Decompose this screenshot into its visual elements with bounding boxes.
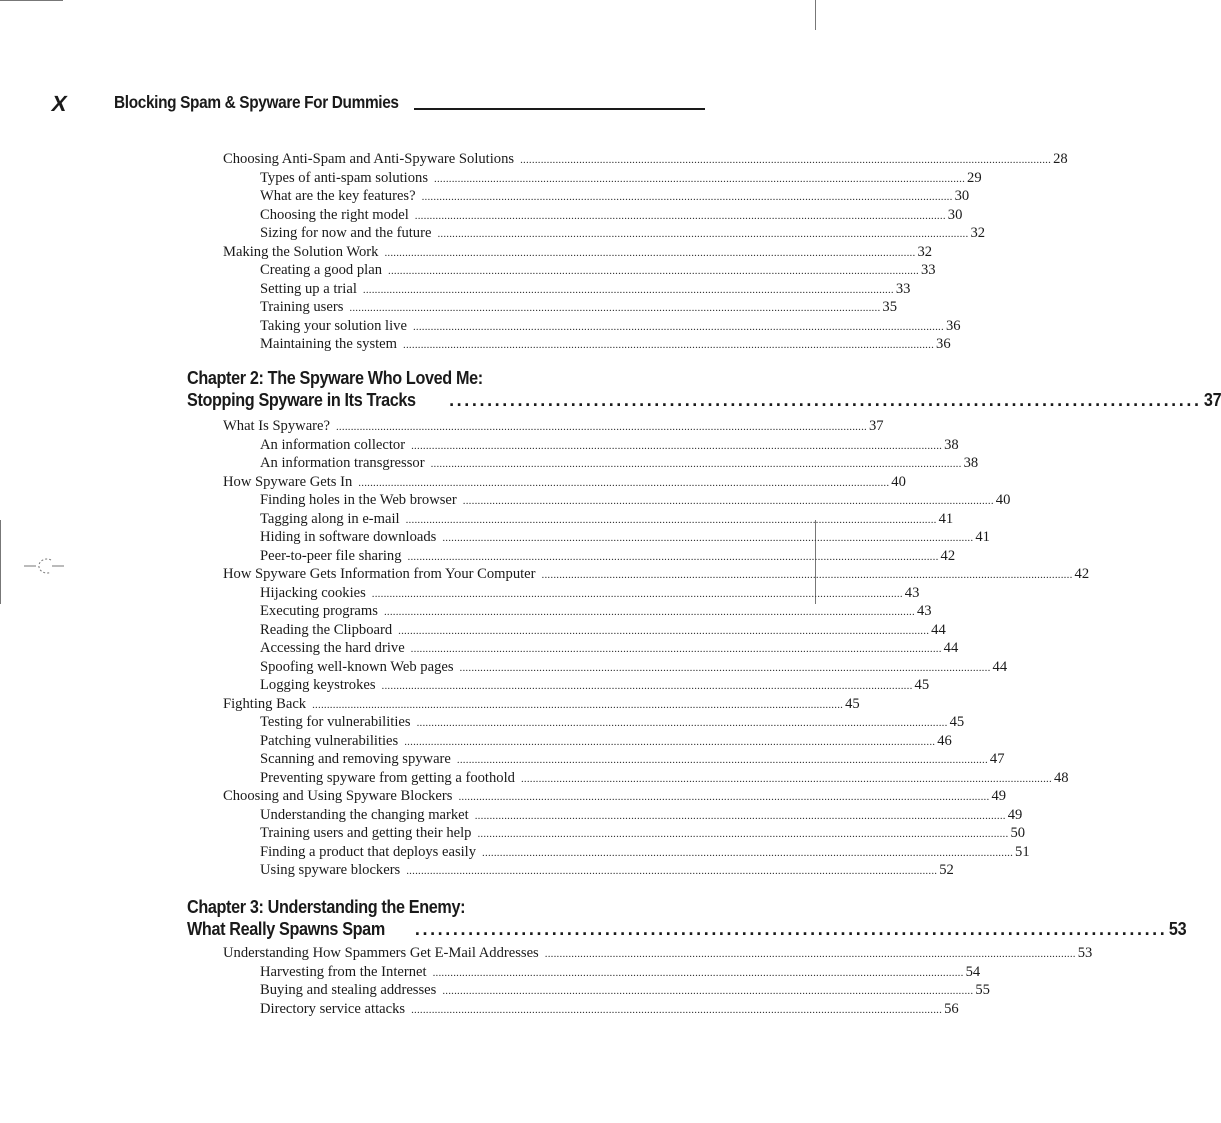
dot-leader: .................................................................................................................................................................................... <box>398 625 930 637</box>
dot-leader: .................................................................................................................................................................................... <box>407 551 939 563</box>
toc-subsection-entry[interactable] <box>260 602 932 620</box>
toc-subsection-entry[interactable] <box>260 676 930 694</box>
entry-page-number: 36 <box>936 336 951 352</box>
entry-page-number: 44 <box>943 640 959 656</box>
toc-subsection-entry[interactable] <box>260 298 897 316</box>
dummies-x-icon: X <box>49 91 70 116</box>
toc-section-entry[interactable] <box>223 565 1090 583</box>
toc-subsection-entry[interactable] <box>260 436 959 454</box>
entry-title: Making the Solution Work <box>223 244 379 260</box>
chapter-page-number: 37 <box>1203 390 1221 410</box>
toc-subsection-entry[interactable] <box>260 621 946 639</box>
entry-title: An information collector <box>260 437 406 453</box>
toc-subsection-entry[interactable] <box>260 335 951 353</box>
entry-title: Preventing spyware from getting a foothold <box>260 770 515 786</box>
toc-subsection-entry[interactable] <box>260 491 1011 509</box>
entry-page-number: 41 <box>975 529 990 545</box>
dot-leader: .................................................................................................................................................................................... <box>474 810 1006 822</box>
entry-page-number: 35 <box>882 299 897 315</box>
dot-leader: .................................................................................................................................................................................... <box>414 210 946 222</box>
toc-section-entry[interactable] <box>223 787 1007 805</box>
dot-leader: .................................................................................................................................................................................... <box>312 699 844 711</box>
dot-leader: .................................................................................................................................................................................... <box>462 495 994 507</box>
toc-subsection-entry[interactable] <box>260 224 986 242</box>
entry-page-number: 42 <box>940 548 956 564</box>
entry-title: What Is Spyware? <box>223 418 330 434</box>
dot-leader: .................................................................................................................................................................................... <box>406 865 938 877</box>
entry-title: Maintaining the system <box>260 336 398 352</box>
entry-page-number: 40 <box>891 474 906 490</box>
chapter-title-line-2: What Really Spawns Spam <box>187 919 385 939</box>
dot-leader: .................................................................................................................................................................................... <box>412 321 944 333</box>
dot-leader: .................................................................................................................................................................................... <box>437 228 969 240</box>
entry-title: Fighting Back <box>223 696 307 712</box>
entry-title: Choosing and Using Spyware Blockers <box>223 788 453 804</box>
entry-title: Creating a good plan <box>260 262 382 278</box>
entry-page-number: 30 <box>954 188 970 204</box>
entry-title: Accessing the hard drive <box>260 640 405 656</box>
entry-title: Taking your solution live <box>260 318 407 334</box>
entry-page-number: 43 <box>904 585 920 601</box>
chapter-title-line-2: Stopping Spyware in Its Tracks <box>187 390 416 410</box>
entry-page-number: 47 <box>989 751 1005 767</box>
dot-leader: .................................................................................................................................................................................... <box>430 458 962 470</box>
entry-page-number: 44 <box>931 622 946 638</box>
entry-title: Sizing for now and the future <box>260 225 432 241</box>
dot-leader: .................................................................................................................................................................................... <box>358 477 890 489</box>
toc-subsection-entry[interactable] <box>260 528 990 546</box>
toc-section-entry[interactable] <box>223 944 1093 962</box>
toc-section-entry[interactable] <box>223 243 933 261</box>
dot-leader: .................................................................................................................................................................................... <box>477 828 1009 840</box>
entry-page-number: 49 <box>991 788 1007 804</box>
dot-leader: .................................................................................................................................................................................... <box>544 948 1076 960</box>
entry-title: Types of anti-spam solutions <box>260 170 429 186</box>
entry-page-number: 33 <box>921 262 936 278</box>
toc-subsection-entry[interactable] <box>260 280 911 298</box>
registration-mark-icon <box>24 556 64 576</box>
entry-page-number: 55 <box>975 982 990 998</box>
dot-leader: .................................................................................................................................................................................... <box>432 967 964 979</box>
toc-section-entry[interactable] <box>223 473 906 491</box>
entry-page-number: 50 <box>1010 825 1026 841</box>
entry-title: What are the key features? <box>260 188 416 204</box>
dot-leader: .................................................................................................................................................................................... <box>456 754 988 766</box>
toc-subsection-entry[interactable] <box>260 713 965 731</box>
running-header-title: Blocking Spam & Spyware For Dummies <box>114 92 399 112</box>
toc-subsection-entry[interactable] <box>260 824 1026 842</box>
dot-leader: .................................................................................................................................................................................... <box>362 284 894 296</box>
dot-leader: .................................................................................................................................................................................... <box>403 339 935 351</box>
entry-page-number: 44 <box>992 659 1008 675</box>
entry-page-number: 42 <box>1074 566 1090 582</box>
dot-leader: .................................................................................................................................................................................... <box>541 569 1073 581</box>
entry-page-number: 38 <box>963 455 979 471</box>
entry-title: Training users and getting their help <box>260 825 472 841</box>
dot-leader: .................................................................................................................................................................................... <box>442 532 974 544</box>
toc-subsection-entry[interactable] <box>260 639 959 657</box>
dot-leader: .................................................................................................................................................................................... <box>384 247 916 259</box>
toc-section-entry[interactable] <box>223 695 860 713</box>
toc-section-entry[interactable] <box>223 150 1068 168</box>
entry-title: How Spyware Gets Information from Your Computer <box>223 566 536 582</box>
toc-subsection-entry[interactable] <box>260 750 1005 768</box>
toc-section-entry[interactable] <box>223 417 884 435</box>
entry-title: Harvesting from the Internet <box>260 964 427 980</box>
entry-title: Peer-to-peer file sharing <box>260 548 402 564</box>
entry-page-number: 36 <box>945 318 961 334</box>
toc-subsection-entry[interactable] <box>260 658 1008 676</box>
dot-leader: ................................................................................................... <box>449 390 1202 410</box>
toc-subsection-entry[interactable] <box>260 843 1030 861</box>
entry-title: Hiding in software downloads <box>260 529 437 545</box>
entry-title: Using spyware blockers <box>260 862 401 878</box>
entry-title: Training users <box>260 299 344 315</box>
dot-leader: .................................................................................................................................................................................... <box>416 717 948 729</box>
entry-page-number: 41 <box>938 511 954 527</box>
dot-leader: .................................................................................................................................................................................... <box>371 588 903 600</box>
dot-leader: .................................................................................................................................................................................... <box>421 191 953 203</box>
entry-title: Understanding the changing market <box>260 807 469 823</box>
entry-page-number: 45 <box>845 696 860 712</box>
dot-leader: .................................................................................................................................................................................... <box>458 791 990 803</box>
dot-leader: .................................................................................................................................................................................... <box>381 680 913 692</box>
entry-page-number: 32 <box>917 244 933 260</box>
chapter-title-line-1: Chapter 3: Understanding the Enemy: <box>187 897 466 917</box>
crop-mark-top-left <box>0 0 63 1</box>
entry-page-number: 52 <box>939 862 954 878</box>
entry-page-number: 53 <box>1077 945 1093 961</box>
entry-title: Buying and stealing addresses <box>260 982 437 998</box>
chapter-3-heading[interactable] <box>187 896 1187 940</box>
toc-subsection-entry[interactable] <box>260 981 990 999</box>
dot-leader: .................................................................................................................................................................................... <box>383 606 915 618</box>
dot-leader: .................................................................................................................................................................................... <box>349 302 881 314</box>
entry-page-number: 49 <box>1007 807 1023 823</box>
dot-leader: .................................................................................................................................................................................... <box>335 421 867 433</box>
entry-page-number: 30 <box>947 207 963 223</box>
entry-page-number: 32 <box>970 225 986 241</box>
entry-page-number: 46 <box>937 733 952 749</box>
entry-title: Reading the Clipboard <box>260 622 393 638</box>
toc-subsection-entry[interactable] <box>260 454 979 472</box>
dot-leader: .................................................................................................................................................................................... <box>411 1004 943 1016</box>
dot-leader: .................................................................................................................................................................................... <box>442 985 974 997</box>
entry-title: Setting up a trial <box>260 281 357 297</box>
entry-title: How Spyware Gets In <box>223 474 353 490</box>
entry-page-number: 45 <box>914 677 930 693</box>
entry-title: Patching vulnerabilities <box>260 733 399 749</box>
entry-title: Understanding How Spammers Get E-Mail Addresses <box>223 945 539 961</box>
entry-title: An information transgressor <box>260 455 425 471</box>
dot-leader: .................................................................................................................................................................................... <box>482 847 1014 859</box>
toc-subsection-entry[interactable] <box>260 963 981 981</box>
entry-title: Choosing the right model <box>260 207 409 223</box>
toc-subsection-entry[interactable] <box>260 317 961 335</box>
entry-page-number: 40 <box>995 492 1011 508</box>
dot-leader: .................................................................................................................................................................................... <box>410 643 942 655</box>
toc-subsection-entry[interactable] <box>260 769 1069 787</box>
toc-subsection-entry[interactable] <box>260 1000 959 1018</box>
entry-title: Spoofing well-known Web pages <box>260 659 454 675</box>
entry-title: Testing for vulnerabilities <box>260 714 411 730</box>
toc-subsection-entry[interactable] <box>260 261 936 279</box>
entry-page-number: 51 <box>1015 844 1030 860</box>
entry-title: Logging keystrokes <box>260 677 376 693</box>
entry-page-number: 37 <box>868 418 884 434</box>
toc-subsection-entry[interactable] <box>260 584 920 602</box>
entry-title: Finding holes in the Web browser <box>260 492 457 508</box>
crop-mark-top-right <box>815 0 816 30</box>
entry-title: Directory service attacks <box>260 1001 406 1017</box>
dot-leader: .................................................................................................................................................................................... <box>411 440 943 452</box>
dot-leader: .................................................................................................................................................................................... <box>459 662 991 674</box>
dot-leader: .................................................................................................................................................................................... <box>520 154 1052 166</box>
entry-page-number: 48 <box>1053 770 1069 786</box>
entry-title: Tagging along in e-mail <box>260 511 400 527</box>
dot-leader: .................................................................................................................................................................................... <box>434 173 966 185</box>
header-rule <box>414 108 705 110</box>
entry-title: Executing programs <box>260 603 378 619</box>
entry-page-number: 43 <box>916 603 932 619</box>
dot-leader: .................................................................................................................................................................................... <box>404 736 936 748</box>
toc-subsection-entry[interactable] <box>260 732 952 750</box>
entry-page-number: 28 <box>1053 151 1068 167</box>
toc-subsection-entry[interactable] <box>260 206 963 224</box>
dot-leader: .................................................................................................................................................................................... <box>405 514 937 526</box>
toc-subsection-entry[interactable] <box>260 861 954 879</box>
crop-mark-left-middle <box>0 520 1 604</box>
entry-title: Choosing Anti-Spam and Anti-Spyware Solutions <box>223 151 515 167</box>
toc-subsection-entry[interactable] <box>260 187 970 205</box>
entry-title: Hijacking cookies <box>260 585 366 601</box>
entry-page-number: 38 <box>944 437 959 453</box>
entry-title: Scanning and removing spyware <box>260 751 451 767</box>
entry-page-number: 56 <box>944 1001 959 1017</box>
entry-page-number: 45 <box>949 714 965 730</box>
chapter-page-number: 53 <box>1169 919 1187 939</box>
toc-subsection-entry[interactable] <box>260 547 956 565</box>
dot-leader: .................................................................................................................................................................................... <box>520 773 1052 785</box>
entry-page-number: 33 <box>895 281 911 297</box>
entry-page-number: 54 <box>965 964 981 980</box>
entry-title: Finding a product that deploys easily <box>260 844 477 860</box>
dot-leader: .................................................................................................................................................................................... <box>388 265 919 277</box>
entry-page-number: 29 <box>967 170 982 186</box>
chapter-title-line-1: Chapter 2: The Spyware Who Loved Me: <box>187 368 483 388</box>
toc-subsection-entry[interactable] <box>260 510 954 528</box>
toc-subsection-entry[interactable] <box>260 169 982 187</box>
chapter-2-heading[interactable] <box>187 367 1221 411</box>
toc-subsection-entry[interactable] <box>260 806 1023 824</box>
dot-leader: ................................................................................................... <box>414 919 1168 939</box>
